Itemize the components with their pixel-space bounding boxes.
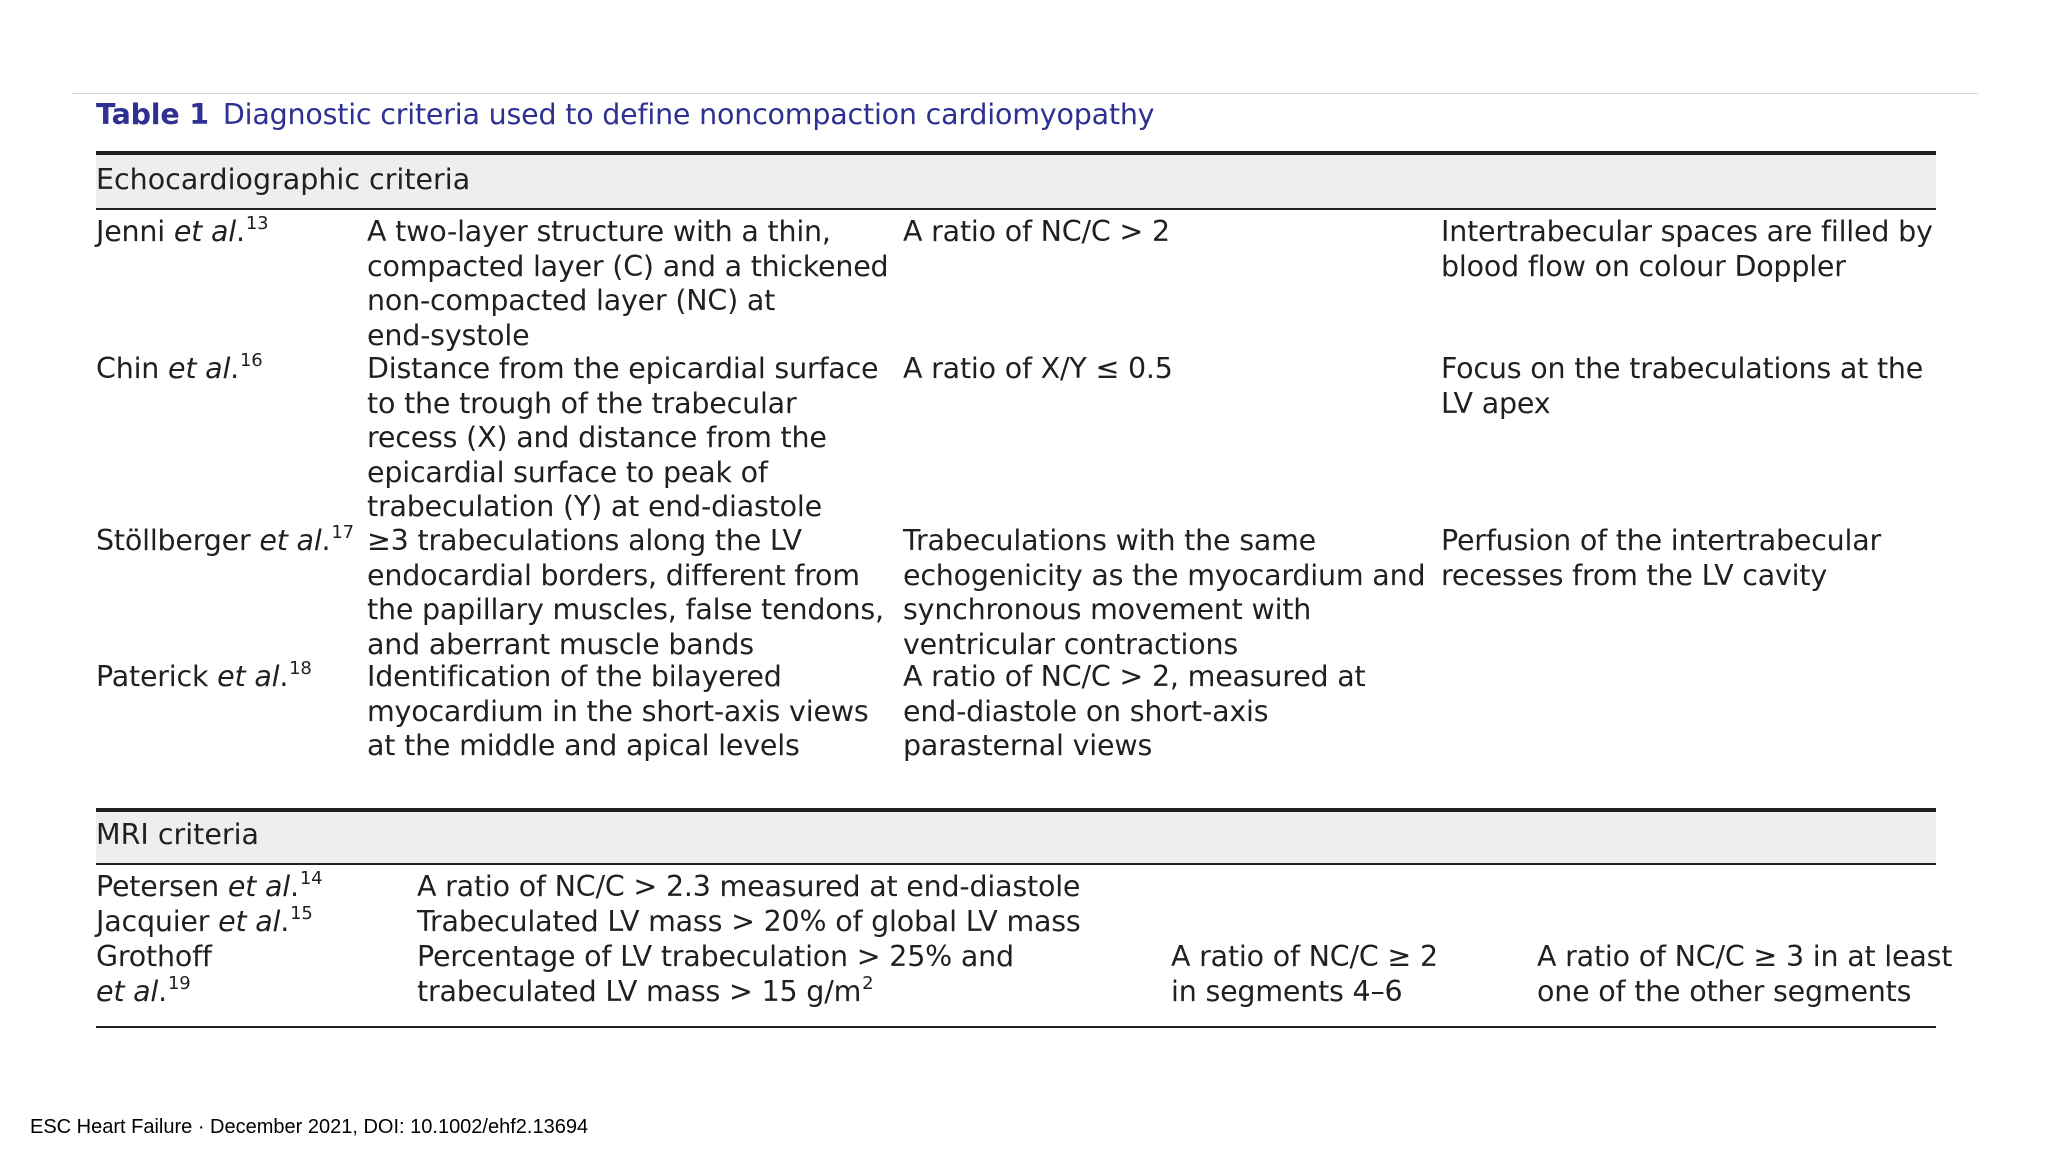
criterion-line: ventricular contractions	[903, 627, 1239, 661]
table-caption: Diagnostic criteria used to define noncompaction cardiomyopathy	[222, 98, 1155, 131]
etal: et al	[217, 660, 280, 693]
criterion-line: at the middle and apical levels	[367, 729, 800, 762]
criterion-line: non-compacted layer (NC) at	[367, 284, 776, 317]
mri-author-1: Jacquier et al.$^{15}$	[96, 903, 313, 938]
criterion-line: blood flow on colour Doppler	[1441, 249, 1846, 283]
reference-number: 13	[245, 213, 269, 234]
reference-number: 18	[289, 658, 312, 679]
grothoff-criterion	[417, 940, 1014, 1013]
mri-heading-rule	[96, 863, 1936, 865]
criterion-line: end-diastole on short-axis	[903, 694, 1269, 728]
criterion-line: Focus on the trabeculations at the	[1441, 352, 1924, 385]
criterion-line: A ratio of X/Y ≤ 0.5	[903, 352, 1173, 385]
echo-author-0: Jenni et al.$^{13}$	[96, 213, 269, 248]
criterion-line: compacted layer (C) and a thickened	[367, 249, 889, 283]
echo-c1-3	[367, 660, 869, 764]
echo-author-3: Paterick et al.$^{18}$	[96, 658, 312, 693]
criterion-line: Distance from the epicardial surface	[367, 352, 879, 385]
criterion-line: ≥3 trabeculations along the LV	[367, 524, 802, 557]
grothoff-etal: et al	[96, 974, 159, 1008]
echo-heading-rule	[96, 208, 1936, 210]
mri-criterion-0: A ratio of NC/C > 2.3 measured at end-diastole	[417, 870, 1081, 903]
criterion-line: echogenicity as the myocardium and	[903, 558, 1426, 592]
criterion-line: Perfusion of the intertrabecular	[1441, 524, 1882, 557]
top-divider	[72, 93, 1978, 94]
table-label: Table 1	[96, 98, 209, 131]
table-title	[96, 98, 1154, 131]
criterion-line: to the trough of the trabecular	[367, 386, 797, 420]
criterion-line: A ratio of NC/C > 2	[903, 215, 1170, 248]
mri-criterion-1: Trabeculated LV mass > 20% of global LV mass	[417, 905, 1081, 938]
criterion-line: synchronous movement with	[903, 593, 1312, 626]
echo-heading: Echocardiographic criteria	[96, 163, 471, 196]
criterion-line: epicardial surface to peak of	[367, 455, 768, 489]
reference-number: 15	[290, 903, 313, 924]
criterion-line: Identification of the bilayered	[367, 660, 782, 693]
criterion-line: trabeculation (Y) at end-diastole	[367, 490, 822, 523]
echo-c3-1	[1441, 352, 1923, 421]
criterion-line: LV apex	[1441, 386, 1551, 420]
criterion-line: endocardial borders, different from	[367, 558, 860, 592]
echo-c1-1	[367, 352, 878, 525]
criterion-line: parasternal views	[903, 729, 1153, 762]
mri-heading-band	[96, 812, 1936, 863]
echo-c1-2	[367, 524, 884, 662]
criterion-line: Trabeculations with the same	[903, 524, 1317, 557]
criterion-line: the papillary muscles, false tendons,	[367, 593, 884, 626]
grothoff-author-line1: Grothoff	[96, 940, 212, 973]
etal: et al	[173, 215, 236, 248]
echo-author-2: Stöllberger et al.$^{17}$	[96, 522, 354, 557]
grothoff-author-line2: et al.$^{19}$	[96, 972, 191, 1008]
grothoff-criterion-line2: trabeculated LV mass > 15 $g/m^2$	[417, 972, 874, 1008]
echo-c2-3	[903, 660, 1366, 764]
echo-c2-2	[903, 524, 1425, 662]
echo-c3-0	[1441, 215, 1933, 284]
reference-number: 16	[240, 350, 263, 371]
etal: et al	[259, 524, 322, 557]
mri-author-0: Petersen et al.$^{14}$	[96, 868, 323, 903]
criterion-line: and aberrant muscle bands	[367, 627, 754, 661]
grothoff-unit-sup: 2	[862, 972, 874, 994]
criterion-line: recesses from the LV cavity	[1441, 558, 1828, 592]
etal: et al	[227, 870, 290, 903]
grothoff-criterion-2: A ratio of NC/C ≥ 2 in segments 4–6	[1171, 940, 1438, 1008]
echo-c2-1	[903, 352, 1173, 387]
mri-heading: MRI criteria	[96, 818, 259, 851]
grothoff-criterion-3: A ratio of NC/C ≥ 3 in at least one of the other segments	[1537, 940, 1953, 1008]
echo-c3-2	[1441, 524, 1881, 593]
criterion-line: A ratio of NC/C > 2, measured at	[903, 660, 1366, 693]
echo-c2-0	[903, 215, 1170, 250]
mri-author-grothoff	[96, 940, 212, 1013]
table-bottom-rule	[96, 1026, 1936, 1028]
criterion-line: Intertrabecular spaces are filled by	[1441, 215, 1933, 248]
etal: et al	[218, 905, 281, 938]
grothoff-criterion-line1: Percentage of LV trabeculation > 25% and	[417, 940, 1014, 973]
echo-author-1: Chin et al.$^{16}$	[96, 350, 263, 385]
criterion-line: end-systole	[367, 318, 530, 352]
criterion-line: myocardium in the short-axis views	[367, 694, 869, 728]
source-footer: ESC Heart Failure · December 2021, DOI: 10.1002/ehf2.13694	[30, 1116, 589, 1138]
grothoff-ref: 19	[168, 972, 191, 994]
reference-number: 14	[299, 868, 323, 889]
reference-number: 17	[331, 522, 354, 543]
echo-c1-0	[367, 215, 888, 353]
criterion-line: recess (X) and distance from the	[367, 421, 827, 454]
criterion-line: A two-layer structure with a thin,	[367, 215, 831, 248]
etal: et al	[168, 352, 231, 385]
